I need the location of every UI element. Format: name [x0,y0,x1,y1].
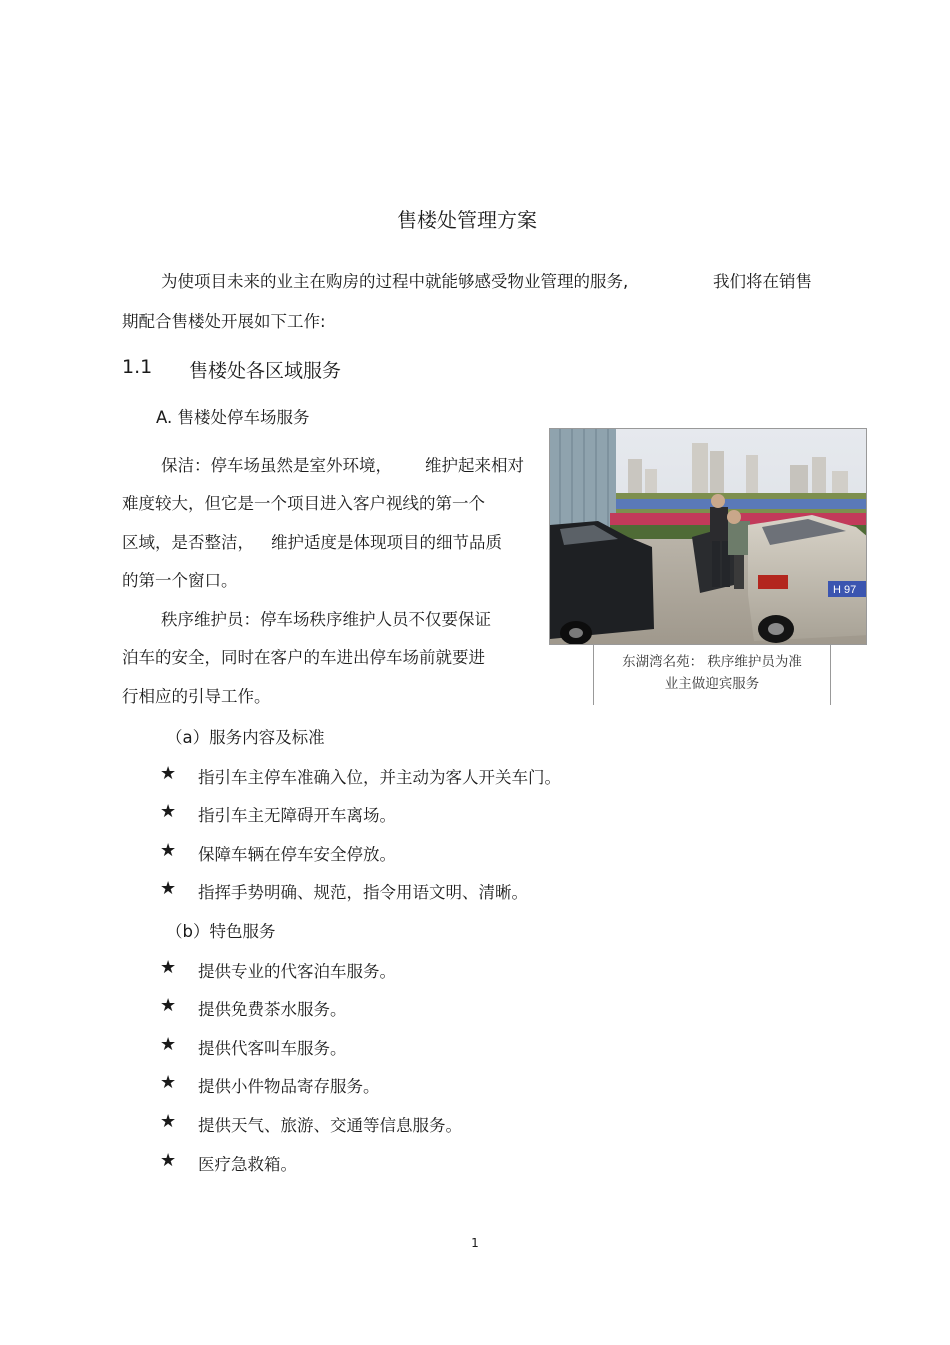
list-item: 提供专业的代客泊车服务。 [198,962,396,981]
bullet-star-icon: ★ [160,995,177,1016]
list-item: 保障车辆在停车安全停放。 [198,845,396,864]
cleaning-line-3: 区域，是否整洁， [122,533,254,552]
cleaning-line-2: 难度较大，但它是一个项目进入客户视线的第一个 [122,494,485,513]
parking-service-photo [549,428,867,645]
bullet-star-icon: ★ [160,878,177,899]
list-item: 指挥手势明确、规范，指令用语文明、清晰。 [198,883,528,902]
bullet-star-icon: ★ [160,840,177,861]
bullet-star-icon: ★ [160,1034,177,1055]
order-line-1: 秩序维护员：停车场秩序维护人员不仅要保证 [161,610,491,629]
list-item: 提供免费茶水服务。 [198,1000,347,1019]
intro-line-2: 期配合售楼处开展如下工作: [122,312,326,331]
bullet-star-icon: ★ [160,1111,177,1132]
list-b-heading: （b）特色服务 [166,922,276,941]
bullet-star-icon: ★ [160,763,177,784]
cleaning-line-1: 保洁：停车场虽然是室外环境， [161,456,392,475]
cleaning-line-4: 的第一个窗口。 [122,571,238,590]
bullet-star-icon: ★ [160,957,177,978]
cleaning-line-1b: 维护起来相对 [425,456,524,475]
bullet-star-icon: ★ [160,1150,177,1171]
intro-line-1b: 我们将在销售 [713,272,812,291]
bullet-star-icon: ★ [160,801,177,822]
license-plate-text: H 97 [833,584,857,596]
section-title: 售楼处各区域服务 [189,360,342,382]
figure-caption-line-2: 业主做迎宾服务 [664,676,760,692]
list-a-heading: （a）服务内容及标准 [166,728,325,747]
list-item: 指引车主停车准确入位，并主动为客人开关车门。 [198,768,561,787]
subsection-heading: A. 售楼处停车场服务 [156,408,310,427]
section-number: 1.1 [122,356,153,378]
page-number: 1 [471,1236,479,1250]
list-item: 指引车主无障碍开车离场。 [198,806,396,825]
figure-caption-frame [593,645,831,705]
order-line-3: 行相应的引导工作。 [122,687,271,706]
list-item: 提供代客叫车服务。 [198,1039,347,1058]
order-line-2: 泊车的安全，同时在客户的车进出停车场前就要进 [122,648,485,667]
list-item: 提供天气、旅游、交通等信息服务。 [198,1116,462,1135]
figure-caption-line-1: 东湖湾名苑： 秩序维护员为准 [622,654,802,670]
list-item: 医疗急救箱。 [198,1155,297,1174]
list-item: 提供小件物品寄存服务。 [198,1077,380,1096]
bullet-star-icon: ★ [160,1072,177,1093]
page-title: 售楼处管理方案 [397,208,537,232]
intro-line-1a: 为使项目未来的业主在购房的过程中就能够感受物业管理的服务, [161,272,629,291]
cleaning-line-3b: 维护适度是体现项目的细节品质 [271,533,502,552]
